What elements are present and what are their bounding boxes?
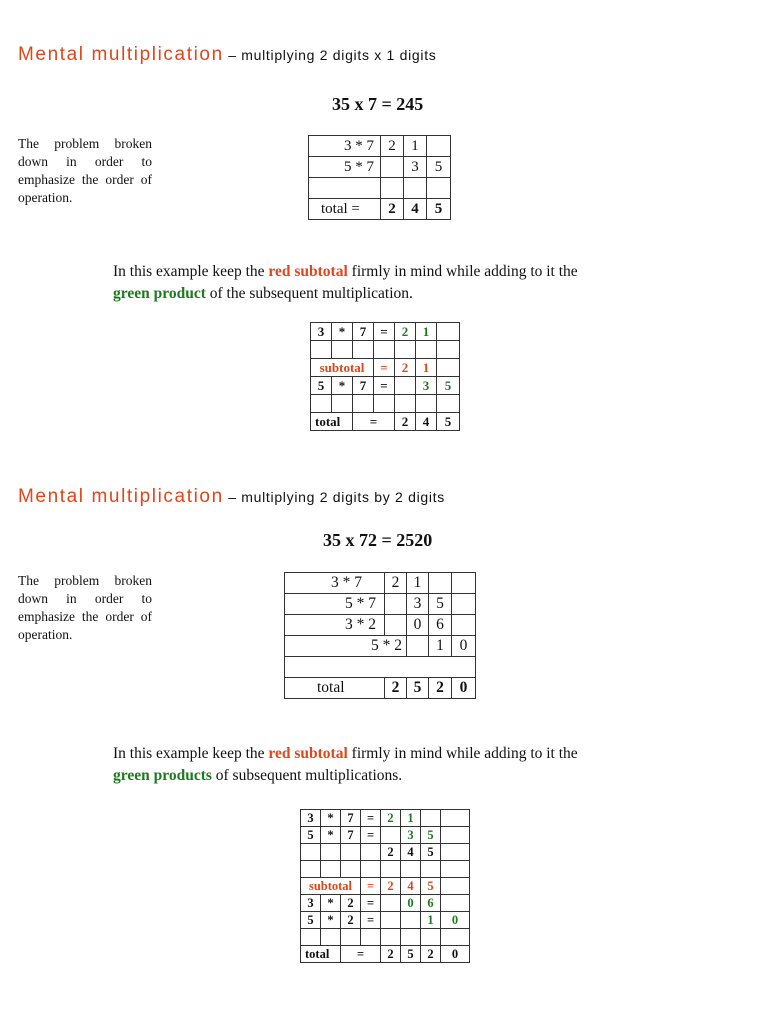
table-cell [441,810,470,827]
table-cell: = [361,878,381,895]
green-product-text: green product [113,284,206,302]
table-cell [381,827,401,844]
table-cell: 5 * 7 [309,157,381,178]
section1-heading [18,44,437,66]
table-cell [309,178,381,199]
table-cell [353,395,374,413]
table-cell: 2 [385,678,407,699]
table-cell: 5 [427,157,451,178]
table-cell [301,844,321,861]
table-cell [332,395,353,413]
table-row [311,323,460,341]
table-cell: * [321,810,341,827]
table-cell [401,912,421,929]
table-cell: total [285,678,385,699]
table-cell: 5 [301,827,321,844]
section1-breakdown-table [308,135,451,220]
table-cell: 0 [452,678,476,699]
table-cell: = [374,377,395,395]
table-cell [441,878,470,895]
table-cell [427,178,451,199]
table-cell: 0 [441,946,470,963]
table-cell [374,395,395,413]
section2-subtitle: – multiplying 2 digits by 2 digits [228,489,445,505]
table-cell [311,341,332,359]
table-row [301,810,470,827]
table-cell [437,341,460,359]
section2-title: Mental multiplication [18,486,224,507]
table-cell [441,827,470,844]
table-cell: 6 [429,615,452,636]
table-row [309,199,451,220]
table-cell [321,929,341,946]
table-cell: * [321,895,341,912]
table-cell: 2 [395,413,416,431]
table-cell: 4 [401,844,421,861]
table-cell [332,341,353,359]
table-cell: 5 [421,878,441,895]
table-cell: * [332,323,353,341]
table-row [285,636,476,657]
table-cell [311,395,332,413]
table-row [311,395,460,413]
table-cell: 3 [407,594,429,615]
red-subtotal-text: red subtotal [268,263,348,280]
table-cell: 5 [421,827,441,844]
table-cell [321,844,341,861]
table-cell: 2 [341,912,361,929]
table-cell: 5 [407,678,429,699]
table-row [301,861,470,878]
table-cell: = [374,323,395,341]
section1-side-note: The problem broken down in order to emphasize the order of operation. [18,136,152,205]
table-cell [285,657,476,678]
table-cell [385,615,407,636]
section2-side-note: The problem broken down in order to emphasize the order of operation. [18,573,152,642]
table-cell [385,594,407,615]
table-cell [301,861,321,878]
table-row [301,878,470,895]
table-row [301,844,470,861]
table-cell [421,810,441,827]
table-cell: 6 [421,895,441,912]
table-cell [452,594,476,615]
table-cell [401,861,421,878]
table-cell: 1 [401,810,421,827]
red-subtotal-text: red subtotal [268,745,348,762]
table-cell [374,341,395,359]
table-cell [341,861,361,878]
table-cell: 1 [416,359,437,377]
table-cell: 4 [404,199,427,220]
table-cell [421,861,441,878]
table-cell: 2 [421,946,441,963]
table-cell: 7 [353,377,374,395]
table-cell [401,929,421,946]
table-cell: 0 [452,636,476,657]
table-cell: 3 [301,810,321,827]
table-cell: 5 [311,377,332,395]
table-row [311,341,460,359]
section1-title: Mental multiplication [18,44,224,65]
table-row [301,912,470,929]
para-text: In this example keep the [113,263,269,280]
table-cell: 2 [381,946,401,963]
table-row [301,827,470,844]
table-cell: * [321,827,341,844]
table-cell: 3 [404,157,427,178]
table-cell: 0 [441,912,470,929]
table-cell [395,395,416,413]
table-cell [437,359,460,377]
table-cell: = [341,946,381,963]
table-cell [381,929,401,946]
table-cell: 2 [429,678,452,699]
table-cell: total = [309,199,381,220]
table-cell: 5 [437,377,460,395]
table-cell [341,844,361,861]
table-cell: = [361,827,381,844]
table-row [285,573,476,594]
table-cell: total [301,946,341,963]
table-cell: = [374,359,395,377]
table-cell: subtotal [301,878,361,895]
table-row [311,377,460,395]
table-cell [441,844,470,861]
section2-heading [18,486,445,508]
green-products-text: green products [113,766,212,784]
table-cell [452,615,476,636]
table-cell: 3 * 2 [285,615,385,636]
table-cell: 2 [381,199,404,220]
table-cell: 2 [395,359,416,377]
table-cell: = [361,912,381,929]
table-cell: 1 [407,573,429,594]
table-cell: * [321,912,341,929]
table-cell [341,929,361,946]
table-cell [381,895,401,912]
table-cell: 5 [421,844,441,861]
para-text: of the subsequent multiplication. [205,284,413,302]
table-cell [353,341,374,359]
table-row [311,359,460,377]
table-cell: 2 [341,895,361,912]
table-cell: 2 [381,878,401,895]
table-cell: 7 [353,323,374,341]
table-cell: * [332,377,353,395]
table-cell: 3 [311,323,332,341]
table-cell [381,178,404,199]
section1-paragraph [113,261,673,304]
table-cell: total [311,413,353,431]
para-text: of subsequent multiplications. [211,766,403,784]
table-cell [437,395,460,413]
section1-equation: 35 x 7 = 245 [332,94,424,114]
table-row [309,178,451,199]
para-text: firmly in mind while adding to it the [347,745,578,762]
table-row [301,929,470,946]
section2-equation: 35 x 72 = 2520 [323,530,433,550]
table-cell: 3 * 7 [285,573,385,594]
table-cell [301,929,321,946]
section1-color-table [310,322,460,431]
table-cell [441,861,470,878]
table-cell [321,861,341,878]
table-cell: 5 [301,912,321,929]
table-cell: 5 [429,594,452,615]
section2-paragraph [113,743,673,786]
table-cell: = [361,810,381,827]
table-cell [404,178,427,199]
table-cell: 3 [416,377,437,395]
table-cell: 1 [421,912,441,929]
section1-subtitle: – multiplying 2 digits x 1 digits [228,47,437,63]
para-text: In this example keep the [113,745,269,762]
table-cell: 5 * 2 [285,636,407,657]
table-cell: 1 [416,323,437,341]
table-row [311,413,460,431]
table-cell: 0 [407,615,429,636]
table-cell [421,929,441,946]
para-text: firmly in mind while adding to it the [347,263,578,280]
table-cell: 2 [381,136,404,157]
table-row [285,615,476,636]
table-cell [395,377,416,395]
table-cell [452,573,476,594]
table-cell [416,341,437,359]
table-cell [381,157,404,178]
table-cell: 4 [401,878,421,895]
table-row [309,157,451,178]
table-cell [381,861,401,878]
table-row [285,657,476,678]
table-row [285,678,476,699]
table-cell [381,912,401,929]
table-cell [427,136,451,157]
table-cell [361,861,381,878]
table-cell: 2 [381,844,401,861]
table-cell: 2 [395,323,416,341]
table-cell: 3 [301,895,321,912]
table-cell: = [353,413,395,431]
table-cell: 5 [437,413,460,431]
table-row [301,895,470,912]
table-cell: 3 [401,827,421,844]
table-cell: 1 [404,136,427,157]
table-cell [429,573,452,594]
table-row [301,946,470,963]
table-cell [407,636,429,657]
table-cell: 0 [401,895,421,912]
table-cell: subtotal [311,359,374,377]
table-cell: 5 [427,199,451,220]
table-cell [437,323,460,341]
table-cell: 2 [381,810,401,827]
section2-breakdown-table [284,572,476,699]
table-cell: 3 * 7 [309,136,381,157]
table-cell [361,929,381,946]
table-cell: 2 [385,573,407,594]
table-row [285,594,476,615]
table-cell: 1 [429,636,452,657]
table-cell: 7 [341,827,361,844]
table-cell [361,844,381,861]
table-cell: = [361,895,381,912]
table-cell: 4 [416,413,437,431]
table-cell: 7 [341,810,361,827]
table-cell [416,395,437,413]
table-cell: 5 * 7 [285,594,385,615]
table-cell [395,341,416,359]
table-cell: 5 [401,946,421,963]
table-cell [441,929,470,946]
table-row [309,136,451,157]
section2-color-table [300,809,470,963]
table-cell [441,895,470,912]
